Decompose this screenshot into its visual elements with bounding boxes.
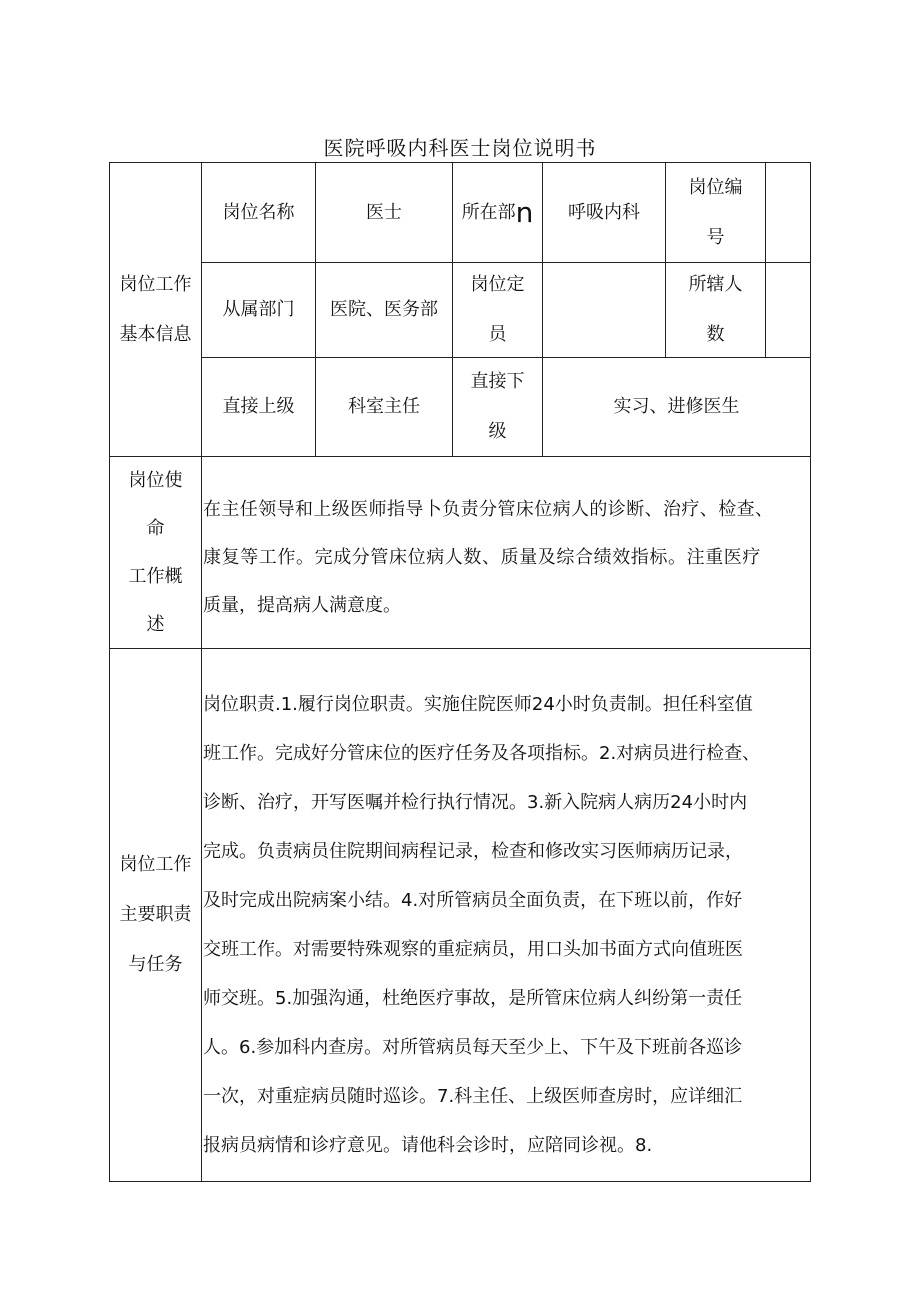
department-label	[453, 163, 542, 262]
direct-superior-label: 直接上级	[222, 396, 295, 417]
duties-line: 报病员病情和诊疗意见。请他科会诊时，应陪同诊视。8.	[203, 1135, 653, 1156]
duties-text	[203, 680, 809, 1170]
duties-line: 师交班。5.加强沟通，杜绝医疗事故，是所管床位病人纠纷第一责任	[203, 988, 743, 1009]
duties-line: 及时完成出院病案小结。4.对所管病员全面负责，在下班以前，作好	[203, 890, 743, 911]
duties-label-line3: 与任务	[128, 954, 183, 975]
parent-department-value: 医院、医务部	[330, 299, 438, 320]
duties-line: 交班工作。对需要特殊观察的重症病员，用口头加书面方式向值班医	[203, 939, 743, 960]
position-code-label-line1: 岗位编	[688, 176, 743, 198]
duties-line: 班工作。完成好分管床位的医疗任务及各项指标。2.对病员进行检查、	[203, 743, 761, 764]
direct-subordinate-label-line2: 级	[488, 421, 507, 442]
parent-department-label: 从属部门	[222, 299, 295, 320]
managed-staff-label-line2: 数	[706, 324, 725, 345]
mission-line: 康复等工作。完成分管床位病人数、质量及综合绩效指标。注重医疗	[203, 547, 761, 568]
duties-line: 诊断、治疗，开写医嘱并检行执行情况。3.新入院病人病历24小时内	[203, 792, 748, 813]
mission-label-line1: 岗位使	[128, 469, 183, 491]
table-rule	[109, 456, 811, 457]
staff-quota-label-line2: 员	[488, 324, 507, 345]
managed-staff-value	[766, 263, 810, 357]
managed-staff-label	[666, 263, 765, 357]
position-name-value: 医士	[366, 201, 402, 223]
duties-line: 岗位职责.1.履行岗位职责。实施住院医师24小时负责制。担任科室值	[203, 694, 753, 715]
table-border-bottom	[109, 1181, 811, 1182]
department-value: 呼吸内科	[568, 201, 640, 223]
duties-line: 人。6.参加科内查房。对所管病员每天至少上、下午及下班前各巡诊	[203, 1037, 743, 1058]
mission-label-line2: 命	[146, 517, 165, 539]
staff-quota-label-line1: 岗位定	[470, 274, 525, 295]
duties-line: 一次，对重症病员随时巡诊。7.科主任、上级医师查房时，应详细汇	[203, 1086, 743, 1107]
mission-section-label	[110, 457, 201, 648]
mission-label-line3: 工作概	[128, 565, 183, 587]
position-code-value	[766, 163, 810, 262]
page-title: 医院呼吸内科医士岗位说明书	[323, 136, 597, 160]
mission-line: 质量，提高病人满意度。	[203, 595, 401, 616]
direct-subordinate-value: 实习、进修医生	[613, 396, 740, 417]
duties-line: 完成。负责病员住院期间病程记录，检查和修改实习医师病历记录，	[203, 841, 743, 862]
staff-quota-label	[453, 263, 542, 357]
basic-info-section-label	[110, 163, 201, 456]
staff-quota-value	[543, 263, 665, 357]
mission-text	[203, 486, 809, 630]
basic-info-label-line1: 岗位工作	[119, 273, 192, 295]
duties-section-label	[110, 649, 201, 1181]
direct-subordinate-label-line1: 直接下	[470, 371, 525, 392]
duties-label-line2: 主要职责	[119, 904, 192, 925]
mission-line: 在主任领导和上级医师指导卜负责分管床位病人的诊断、治疗、检查、	[203, 499, 774, 520]
position-code-label	[666, 163, 765, 262]
position-name-label: 岗位名称	[222, 201, 295, 223]
managed-staff-label-line1: 所辖人	[688, 274, 743, 295]
position-code-label-line2: 号	[706, 226, 725, 248]
duties-label-line1: 岗位工作	[119, 854, 192, 875]
mission-label-line4: 述	[146, 613, 165, 635]
direct-superior-value: 科室主任	[348, 396, 420, 417]
table-border-right	[810, 162, 811, 1182]
department-label-text: 所在部	[461, 201, 516, 223]
department-label-tail: n	[515, 195, 534, 229]
table-rule	[109, 648, 811, 649]
direct-subordinate-label	[453, 358, 542, 456]
basic-info-label-line2: 基本信息	[119, 323, 192, 345]
